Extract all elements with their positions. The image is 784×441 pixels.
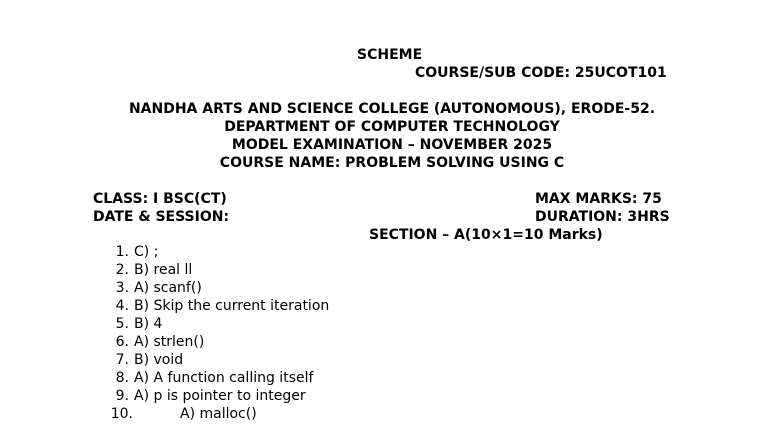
answer-text: B) Skip the current iteration <box>134 298 330 314</box>
date-session-label: DATE & SESSION: <box>93 209 230 225</box>
answer-text: A) strlen() <box>134 334 205 350</box>
list-item <box>100 387 329 405</box>
class-label: CLASS: I BSC(CT) <box>93 191 227 207</box>
answer-number: 9. <box>115 388 129 404</box>
college-name: NANDHA ARTS AND SCIENCE COLLEGE (AUTONOMOUS), ERODE-52. <box>128 101 656 117</box>
answer-number: 1. <box>115 244 129 260</box>
max-marks-label: MAX MARKS: 75 <box>535 191 662 207</box>
answer-number: 10. <box>110 406 133 422</box>
list-item <box>100 369 329 387</box>
list-item <box>100 333 329 351</box>
exam-title: MODEL EXAMINATION – NOVEMBER 2025 <box>231 137 553 153</box>
course-name: COURSE NAME: PROBLEM SOLVING USING C <box>219 155 565 171</box>
list-item <box>100 279 329 297</box>
answer-number: 5. <box>115 316 129 332</box>
list-item <box>100 297 329 315</box>
section-title: SECTION – A(10×1=10 Marks) <box>369 227 603 243</box>
answer-text: B) 4 <box>134 316 163 332</box>
answer-text: A) p is pointer to integer <box>134 388 306 404</box>
list-item <box>100 261 329 279</box>
answer-number: 8. <box>115 370 129 386</box>
duration-label: DURATION: 3HRS <box>535 209 670 225</box>
list-item <box>100 351 329 369</box>
answer-list <box>100 243 329 423</box>
answer-number: 6. <box>115 334 129 350</box>
list-item <box>100 315 329 333</box>
answer-text: C) ; <box>134 244 159 260</box>
department-name: DEPARTMENT OF COMPUTER TECHNOLOGY <box>224 119 560 135</box>
list-item <box>100 405 329 423</box>
course-code: COURSE/SUB CODE: 25UCOT101 <box>415 65 667 81</box>
list-item <box>100 243 329 261</box>
answer-text: B) real ll <box>134 262 193 278</box>
answer-number: 3. <box>115 280 129 296</box>
answer-text: A) A function calling itself <box>134 370 314 386</box>
answer-text: A) malloc() <box>180 406 257 422</box>
answer-number: 2. <box>115 262 129 278</box>
answer-text: A) scanf() <box>134 280 202 296</box>
answer-number: 4. <box>115 298 129 314</box>
answer-number: 7. <box>115 352 129 368</box>
answer-text: B) void <box>134 352 184 368</box>
scheme-title: SCHEME <box>357 47 423 63</box>
